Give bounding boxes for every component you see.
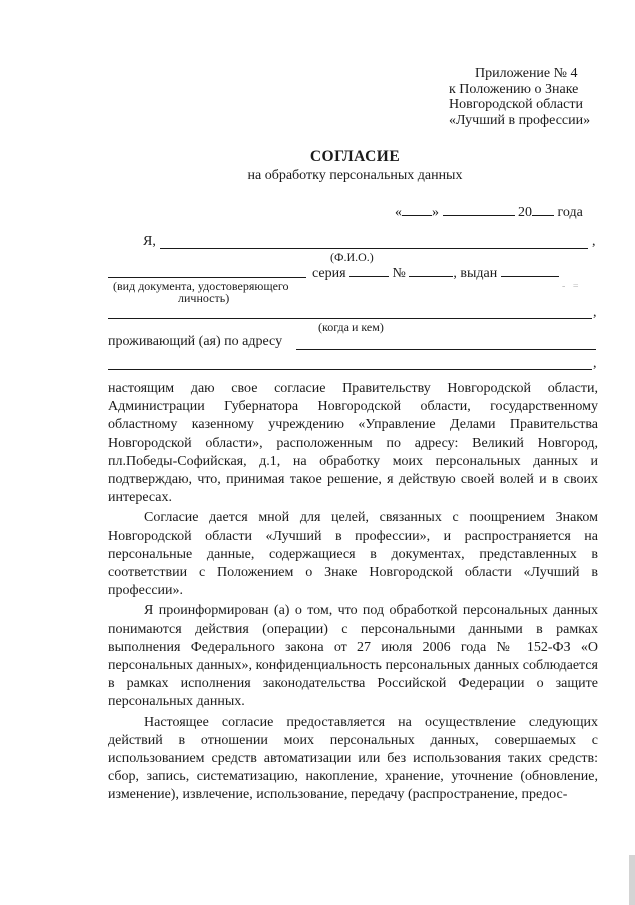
document-subtitle: на обработку персональных данных [247,168,463,183]
paragraph-3: Я проинформирован (а) о том, что под обработкой персональных данных понимаются действия (операции) с персональными данными в рамках выполнения Федерального закона от 27 июля 2006 года № 152-ФЗ «О персональных данных», конфиденциальность персональных данных соблюдается в рамках исполнения законодательства Российской Федерации о защите персональных данных. [108,603,598,710]
appendix-number: Приложение № 4 [475,66,578,81]
date-open-quote: « [395,205,402,220]
appendix-line-2: Новгородской области [449,97,583,112]
number-label: № [392,266,406,281]
document-caption-2: личность) [178,291,230,305]
scan-mark: - = [562,281,579,292]
address-label: проживающий (ая) по адресу [108,334,283,349]
paragraph-2: Согласие дается мной для целей, связанных с поощрением Знаком Новгородской области «Лучший в профессии», и распространяется на персональные данные, содержащиеся в документах, представленных в соответствии с Положением о Знаке Новгородской области «Лучший в профессии». [108,510,598,599]
date-line [395,203,583,221]
appendix-block [449,66,590,128]
issued-by-caption: (когда и кем) [318,320,384,334]
scan-edge [629,855,635,905]
document-caption-1: (вид документа, удостоверяющего [113,279,289,293]
document-type-field[interactable] [108,277,306,278]
issued-label: , выдан [453,266,498,281]
document-details-line [312,264,559,282]
issued-by-field[interactable] [108,318,592,319]
number-field[interactable] [409,264,453,277]
name-comma: , [592,234,596,249]
year-field[interactable] [532,203,554,216]
date-close-quote: » [432,205,439,220]
series-field[interactable] [349,264,389,277]
appendix-line-3: «Лучший в профессии» [449,112,591,128]
name-caption: (Ф.И.О.) [330,250,374,264]
month-field[interactable] [443,203,515,216]
address-field-1[interactable] [296,349,596,350]
day-field[interactable] [402,203,432,216]
appendix-line-1: к Положению о Знаке [449,81,579,97]
issued-field[interactable] [501,264,559,277]
name-prefix: Я, [143,234,156,249]
series-label: серия [312,266,346,281]
document-title: СОГЛАСИЕ [309,148,401,165]
paragraph-4: Настоящее согласие предоставляется на осуществление следующих действий в отношении моих персональных данных, совершаемых с использованием средств автоматизации или без использования таких средств: сбор, запись, систематизацию, накопление, хранение, уточнение (обновление, изменение), извлечение, использование, передачу (распространение, предос- [108,714,598,803]
address-field-2[interactable] [108,369,592,370]
consent-body [108,380,598,807]
paragraph-1: настоящим даю свое согласие Правительству Новгородской области, Администрации Губернатора Новгородской области, государственному областному казенному учреждению «Управление Делами Правительства Новгородской области», расположенным по адресу: Великий Новгород, пл.Победы-Софийская, д.1, на обработку моих персональных данных и подтверждаю, что, принимая такое решение, я действую своей волей и в своих интересах. [108,381,598,506]
name-field[interactable] [160,248,588,249]
address-comma: , [593,356,597,371]
year-word: года [557,205,583,220]
issued-by-comma: , [593,305,597,320]
year-prefix: 20 [518,205,532,220]
